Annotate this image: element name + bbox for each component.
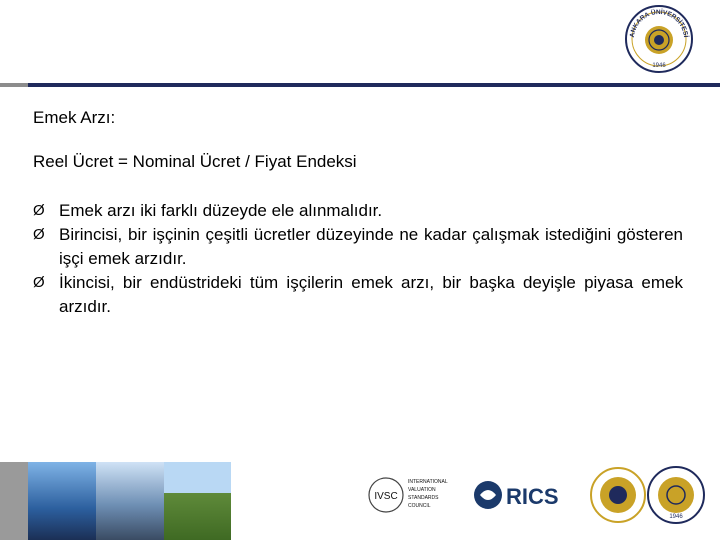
ivsc-line-3: STANDARDS [408, 495, 439, 501]
skyscraper-photo [96, 462, 164, 540]
footer-photo-strip [28, 462, 231, 540]
rics-label: RICS [506, 484, 559, 509]
header-rule-gray [0, 83, 28, 87]
arrow-bullet-icon: Ø [33, 226, 45, 243]
logo-year: 1946 [652, 63, 666, 69]
city-skyline-photo [28, 462, 96, 540]
ivsc-logo [369, 478, 448, 512]
section-heading: Emek Arzı: [33, 108, 116, 127]
ivsc-line-1: INTERNATIONAL [408, 479, 448, 485]
bullet-item-3 [33, 271, 683, 319]
header-rule-navy [28, 83, 720, 87]
footer-logos [366, 462, 706, 540]
real-wage-formula: Reel Ücret = Nominal Ücret / Fiyat Endeksi [33, 152, 357, 171]
footer-gray-bar [0, 462, 28, 540]
bullet-list [33, 199, 683, 319]
ivsc-label: IVSC [374, 491, 398, 502]
arrow-bullet-icon: Ø [33, 202, 45, 219]
gold-seal-logo [591, 468, 645, 522]
bullet-text-3: İkincisi, bir endüstrideki tüm işçilerin emek arzı, bir başka deyişle piyasa emek arzıdır. [59, 273, 683, 316]
seal-year: 1946 [669, 514, 683, 520]
bullet-item-2 [33, 223, 683, 271]
landscape-photo [164, 462, 231, 540]
ivsc-line-4: COUNCIL [408, 503, 431, 509]
bullet-item-1 [33, 199, 683, 223]
rics-logo [474, 481, 559, 509]
university-seal-logo [648, 467, 704, 523]
bullet-text-1: Emek arzı iki farklı düzeyde ele alınmalıdır. [59, 201, 383, 220]
bullet-text-2: Birincisi, bir işçinin çeşitli ücretler düzeyinde ne kadar çalışmak istediğini gösteren işçi emek arzıdır. [59, 225, 683, 268]
arrow-bullet-icon: Ø [33, 274, 45, 291]
ankara-university-logo [624, 4, 694, 74]
ivsc-line-2: VALUATION [408, 487, 436, 493]
logo-arc-text: ANKARA ÜNİVERSİTESİ [628, 8, 689, 38]
